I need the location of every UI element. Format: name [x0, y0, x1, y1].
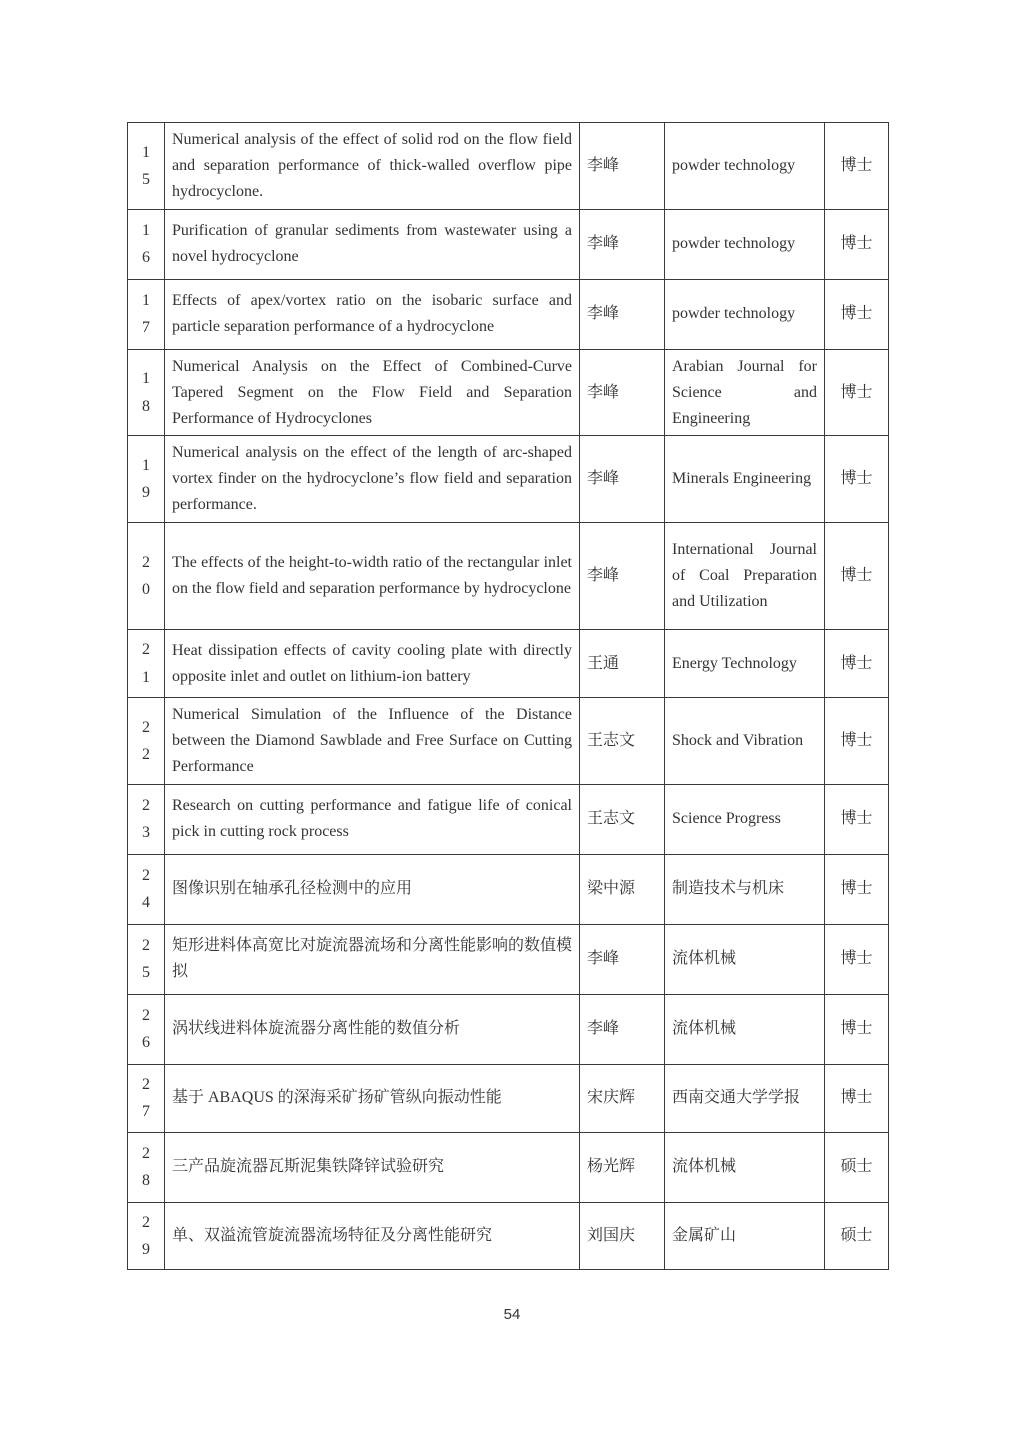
journal-name: 流体机械: [665, 994, 825, 1064]
row-number-text: 22: [141, 718, 150, 764]
degree-type: 硕士: [825, 1132, 889, 1202]
journal-name: powder technology: [665, 123, 825, 210]
journal-name: Arabian Journal for Science and Engineering: [665, 349, 825, 436]
paper-title: Numerical Analysis on the Effect of Combined-Curve Tapered Segment on the Flow Field and Separation Performance of Hydrocyclones: [165, 349, 580, 436]
row-number: [128, 123, 165, 210]
journal-name: International Journal of Coal Preparation and Utilization: [665, 523, 825, 630]
row-number: [128, 349, 165, 436]
degree-type: 博士: [825, 209, 889, 279]
row-number: [128, 994, 165, 1064]
paper-title: Purification of granular sediments from wastewater using a novel hydrocyclone: [165, 209, 580, 279]
author-name: 梁中源: [580, 854, 665, 924]
paper-title: 图像识别在轴承孔径检测中的应用: [165, 854, 580, 924]
author-name: 李峰: [580, 279, 665, 349]
row-number-text: 15: [141, 143, 150, 188]
row-number-text: 29: [141, 1213, 150, 1258]
degree-type: 博士: [825, 994, 889, 1064]
publications-table: [127, 122, 889, 1270]
degree-type: 博士: [825, 1064, 889, 1132]
journal-name: Minerals Engineering: [665, 436, 825, 523]
degree-type: 博士: [825, 924, 889, 994]
row-number-text: 16: [141, 222, 150, 267]
author-name: 李峰: [580, 994, 665, 1064]
journal-name: 流体机械: [665, 924, 825, 994]
paper-title: Research on cutting performance and fatigue life of conical pick in cutting rock process: [165, 784, 580, 854]
table-row: [128, 1202, 889, 1269]
row-number-text: 24: [141, 867, 150, 912]
paper-title: 涡状线进料体旋流器分离性能的数值分析: [165, 994, 580, 1064]
degree-type: 博士: [825, 123, 889, 210]
journal-name: powder technology: [665, 279, 825, 349]
paper-title: Effects of apex/vortex ratio on the isobaric surface and particle separation performance of a hydrocyclone: [165, 279, 580, 349]
row-number: [128, 1202, 165, 1269]
row-number: [128, 209, 165, 279]
paper-title: Numerical analysis of the effect of solid rod on the flow field and separation performance of thick-walled overflow pipe hydrocyclone.: [165, 123, 580, 210]
author-name: 李峰: [580, 123, 665, 210]
table-row: [128, 209, 889, 279]
journal-name: powder technology: [665, 209, 825, 279]
table-row: [128, 854, 889, 924]
author-name: 李峰: [580, 436, 665, 523]
paper-title: Heat dissipation effects of cavity cooling plate with directly opposite inlet and outlet on lithium-ion battery: [165, 630, 580, 698]
journal-name: 金属矿山: [665, 1202, 825, 1269]
row-number-text: 28: [141, 1145, 150, 1190]
journal-name: 西南交通大学学报: [665, 1064, 825, 1132]
row-number-text: 25: [141, 937, 150, 982]
author-name: 王志文: [580, 784, 665, 854]
row-number: [128, 630, 165, 698]
author-name: 李峰: [580, 209, 665, 279]
paper-title: 单、双溢流管旋流器流场特征及分离性能研究: [165, 1202, 580, 1269]
table-row: [128, 1064, 889, 1132]
paper-title: Numerical analysis on the effect of the length of arc-shaped vortex finder on the hydrocyclone’s flow field and separation performance.: [165, 436, 580, 523]
row-number-text: 18: [141, 370, 150, 415]
journal-name: Shock and Vibration: [665, 698, 825, 785]
table-row: [128, 123, 889, 210]
author-name: 李峰: [580, 924, 665, 994]
row-number-text: 23: [141, 797, 150, 842]
row-number: [128, 784, 165, 854]
author-name: 杨光辉: [580, 1132, 665, 1202]
author-name: 刘国庆: [580, 1202, 665, 1269]
degree-type: 博士: [825, 784, 889, 854]
row-number-text: 20: [141, 553, 150, 599]
row-number-text: 26: [141, 1007, 150, 1052]
journal-name: 流体机械: [665, 1132, 825, 1202]
row-number: [128, 436, 165, 523]
table-row: [128, 698, 889, 785]
table-row: [128, 630, 889, 698]
table-row: [128, 994, 889, 1064]
author-name: 宋庆辉: [580, 1064, 665, 1132]
table-row: [128, 924, 889, 994]
table-row: [128, 784, 889, 854]
row-number-text: 21: [141, 641, 150, 686]
row-number: [128, 279, 165, 349]
degree-type: 博士: [825, 279, 889, 349]
row-number-text: 19: [141, 457, 150, 502]
row-number-text: 17: [141, 292, 150, 337]
author-name: 李峰: [580, 349, 665, 436]
degree-type: 博士: [825, 436, 889, 523]
publications-table-body: [128, 123, 889, 1270]
row-number: [128, 698, 165, 785]
degree-type: 博士: [825, 630, 889, 698]
degree-type: 博士: [825, 523, 889, 630]
paper-title: 基于 ABAQUS 的深海采矿扬矿管纵向振动性能: [165, 1064, 580, 1132]
table-row: [128, 436, 889, 523]
table-row: [128, 279, 889, 349]
paper-title: 矩形进料体高宽比对旋流器流场和分离性能影响的数值模拟: [165, 924, 580, 994]
degree-type: 博士: [825, 698, 889, 785]
author-name: 李峰: [580, 523, 665, 630]
degree-type: 博士: [825, 854, 889, 924]
footer-page-number: 54: [503, 1306, 521, 1323]
row-number-text: 27: [141, 1076, 150, 1121]
journal-name: 制造技术与机床: [665, 854, 825, 924]
row-number: [128, 924, 165, 994]
author-name: 王通: [580, 630, 665, 698]
paper-title: 三产品旋流器瓦斯泥集铁降锌试验研究: [165, 1132, 580, 1202]
degree-type: 硕士: [825, 1202, 889, 1269]
row-number: [128, 1132, 165, 1202]
journal-name: Science Progress: [665, 784, 825, 854]
table-row: [128, 1132, 889, 1202]
paper-title: Numerical Simulation of the Influence of the Distance between the Diamond Sawblade and Free Surface on Cutting Performance: [165, 698, 580, 785]
row-number: [128, 854, 165, 924]
degree-type: 博士: [825, 349, 889, 436]
author-name: 王志文: [580, 698, 665, 785]
row-number: [128, 523, 165, 630]
paper-title: The effects of the height-to-width ratio of the rectangular inlet on the flow field and separation performance by hydrocyclone: [165, 523, 580, 630]
table-row: [128, 523, 889, 630]
journal-name: Energy Technology: [665, 630, 825, 698]
table-row: [128, 349, 889, 436]
row-number: [128, 1064, 165, 1132]
